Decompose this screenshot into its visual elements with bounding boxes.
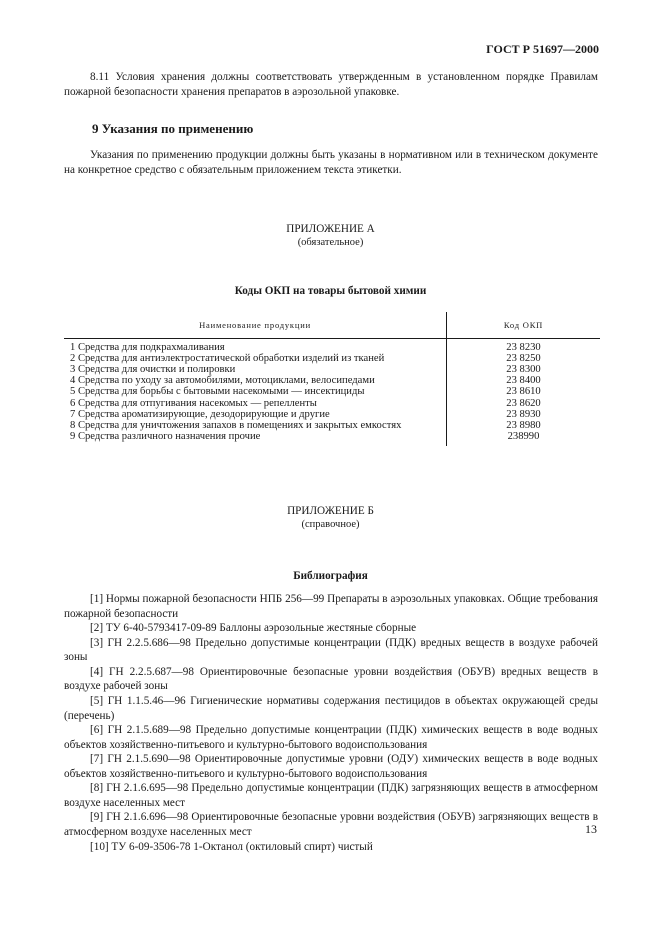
- product-name: 1 Средства для подкрахмаливания: [70, 342, 225, 353]
- okp-table-title: Коды ОКП на товары бытовой химии: [234, 285, 427, 297]
- appendix-b-status: (справочное): [301, 519, 360, 530]
- okp-code: 238990: [447, 431, 601, 446]
- product-name: 4 Средства по уходу за автомобилями, мотоциклами, велосипедами: [70, 375, 375, 387]
- bibliography-title: Библиография: [293, 570, 368, 582]
- appendix-a-title: ПРИЛОЖЕНИЕ А: [286, 223, 375, 235]
- bibliography-list: [64, 592, 598, 854]
- bibliography-item: [7] ГН 2.1.5.690—98 Ориентировочные допустимые уровни (ОДУ) химических веществ в воде водных объектов хозяйственно-питьевого и культурно-бытового водоиспользования: [64, 753, 598, 780]
- table-row: [64, 386, 600, 397]
- product-name: 7 Средства ароматизирующие, дезодорирующие и другие: [70, 408, 330, 420]
- table-row: [64, 409, 600, 420]
- product-name: 3 Средства для очистки и полировки: [70, 364, 236, 376]
- paragraph-8-11: 8.11 Условия хранения должны соответствовать утвержденным в установленном порядке Правилам пожарной безопасности хранения препаратов в аэрозольной упаковке.: [64, 71, 598, 98]
- bibliography-item: [4] ГН 2.2.5.687—98 Ориентировочные безопасные уровни воздействия (ОБУВ) вредных веществ в воздухе рабочей зоны: [64, 665, 598, 693]
- product-name: 6 Средства для отпугивания насекомых — репелленты: [70, 397, 317, 409]
- bibliography-item: [10] ТУ 6-09-3506-78 1-Октанол (октиловый спирт) чистый: [90, 840, 373, 853]
- table-row: [64, 364, 600, 375]
- column-header-product: Наименование продукции: [64, 312, 447, 339]
- table-row: [64, 339, 600, 354]
- section-9-paragraph: Указания по применению продукции должны быть указаны в нормативном или в техническом документе на конкретное средство с обязательным приложением текста этикетки.: [64, 149, 598, 176]
- bibliography-item: [9] ГН 2.1.6.696—98 Ориентировочные безопасные уровни воздействия (ОБУВ) загрязняющих веществ в атмосферном воздухе населенных мест: [64, 811, 598, 838]
- table-row: [64, 375, 600, 386]
- okp-code: 23 8930: [447, 409, 601, 420]
- okp-code: 23 8250: [447, 353, 601, 364]
- table-row: [64, 353, 600, 364]
- bibliography-item: [8] ГН 2.1.6.695—98 Предельно допустимые концентрации (ПДК) загрязняющих веществ в атмосферном воздухе населенных мест: [64, 782, 598, 809]
- bibliography-item: [6] ГН 2.1.5.689—98 Предельно допустимые концентрации (ПДК) химических веществ в воде водных объектов хозяйственно-питьевого и культурно-бытового водоиспользования: [64, 724, 598, 751]
- okp-code: 23 8610: [447, 386, 601, 397]
- okp-code: 23 8230: [447, 339, 601, 354]
- section-9-heading: 9 Указания по применению: [92, 121, 254, 136]
- column-header-code: Код ОКП: [447, 312, 601, 339]
- okp-code: 23 8300: [447, 364, 601, 375]
- table-header-row: [64, 312, 600, 339]
- product-name: 8 Средства для уничтожения запахов в помещениях и закрытых емкостях: [70, 419, 402, 431]
- product-name: 2 Средства для антиэлектростатической обработки изделий из тканей: [70, 353, 385, 365]
- okp-code: 23 8620: [447, 398, 601, 409]
- bibliography-item: [1] Нормы пожарной безопасности НПБ 256—99 Препараты в аэрозольных упаковках. Общие требования пожарной безопасности: [64, 593, 598, 620]
- bibliography-item: [5] ГН 1.1.5.46—96 Гигиенические нормативы содержания пестицидов в объектах окружающей среды (перечень): [64, 694, 598, 722]
- bibliography-item: [3] ГН 2.2.5.686—98 Предельно допустимые концентрации (ПДК) вредных веществ в воздухе рабочей зоны: [64, 636, 598, 664]
- product-name: 5 Средства для борьбы с бытовыми насекомыми — инсектициды: [70, 386, 365, 398]
- appendix-a-status: (обязательное): [297, 237, 364, 248]
- table-row: [64, 398, 600, 409]
- table-row: [64, 420, 600, 431]
- okp-code: 23 8400: [447, 375, 601, 386]
- standard-code: ГОСТ Р 51697—2000: [486, 42, 599, 56]
- table-row: [64, 431, 600, 446]
- bibliography-item: [2] ТУ 6-40-5793417-09-89 Баллоны аэрозольные жестяные сборные: [90, 622, 417, 635]
- page-number: 13: [585, 822, 597, 836]
- okp-codes-table: [64, 312, 600, 446]
- appendix-b-title: ПРИЛОЖЕНИЕ Б: [287, 505, 374, 517]
- product-name: 9 Средства различного назначения прочие: [70, 430, 261, 442]
- okp-code: 23 8980: [447, 420, 601, 431]
